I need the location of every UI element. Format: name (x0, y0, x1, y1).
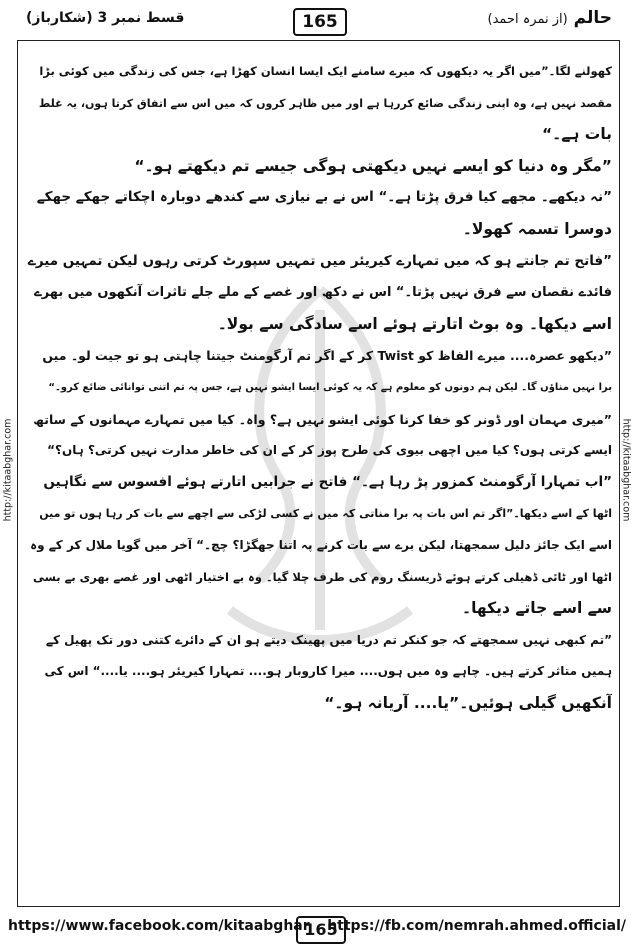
body-line-16: اسے ایک جائز دلیل سمجھتا، لیکن برے سے بات کرنے پہ اتنا جھگڑا؟ چچ۔“ آخر میں گویا ملال کر کے وہ (30, 537, 612, 552)
body-line-6: دوسرا تسمہ کھولا۔ (462, 219, 612, 238)
body-line-12: ”میری مہمان اور ڈونر کو خفا کرنا کوئی ایشو نہیں ہے؟ واہ۔ کیا میں تمہارے مہمانوں کے ساتھ (33, 411, 612, 427)
body-line-14: ”اب تمہارا آرگومنٹ کمزور پڑ رہا ہے۔“ فاتح نے جرابیں اتارتے ہوئے افسوس سے نگاہیں (43, 473, 612, 490)
body-line-1: کھولنے لگا۔”میں اگر یہ دیکھوں کہ میرے سامنے ایک ایسا انسان کھڑا ہے، جس کی زندگی میں کوئی بڑا (39, 64, 612, 78)
body-line-19: ”تم کبھی نہیں سمجھتے کہ جو کنکر تم دریا میں پھینک دیتے ہو ان کے دائرے کتنی دور تک پھیل کے (45, 632, 612, 647)
footer-page-number: 165 (296, 916, 346, 944)
novel-title (488, 8, 613, 28)
body-line-9: اسے دیکھا۔ وہ بوٹ اتارتے ہوئے اسے سادگی سے بولا۔ (217, 314, 612, 333)
body-line-18: سے اسے جاتے دیکھا۔ (462, 599, 612, 618)
facebook-link-kitaabghar[interactable]: https://www.facebook.com/kitaabghar (8, 918, 310, 934)
body-line-4: ”مگر وہ دنیا کو ایسے نہیں دیکھتی ہوگی جیسے تم دیکھتے ہو۔“ (134, 156, 612, 175)
page-footer (0, 912, 634, 949)
body-line-13: ایسے کرتی ہوں؟ کیا میں اچھی بیوی کی طرح پوز کر کے ان کی خاطر مدارت نہیں کرتی؟ ہاں؟“ (47, 443, 612, 458)
novel-title-text: حالم (573, 8, 612, 28)
body-line-15: اٹھا کے اسے دیکھا۔”اگر تم اس بات پہ برا مناتی کہ میں نے کسی لڑکی سے اچھے سے بات کر رہا ہوں تو میں (39, 507, 612, 521)
body-line-21: آنکھیں گیلی ہوئیں۔”یا.... آریانہ ہو۔“ (324, 693, 612, 712)
facebook-link-nemrah[interactable]: https://fb.com/nemrah.ahmed.official/ (327, 918, 626, 934)
header-page-number: 165 (293, 8, 347, 36)
body-line-17: اٹھا اور ٹائی ڈھیلی کرتے ہوئے ڈریسنگ روم کی طرف چلا گیا۔ وہ بے اختیار اٹھی اور غصے بھری بے بسی (32, 569, 612, 584)
body-line-2: مقصد نہیں ہے، وہ اپنی زندگی ضائع کررہا ہے اور میں ظاہر کروں کہ میں اس سے اتفاق کرتا ہوں، یہ غلط (38, 96, 612, 110)
episode-title: قسط نمبر 3 (شکارباز) (26, 10, 185, 26)
body-line-10: ”دیکھو عصرہ.... میرے الفاظ کو Twist کر کے اگر تم آرگومنٹ جیتنا چاہتی ہو تو جیت لو۔ میں (42, 348, 612, 364)
body-line-7: ”فاتح تم جانتے ہو کہ میں تمہارے کیریئر میں تمہیں سپورٹ کرتی رہوں لیکن تمہیں میرے (27, 252, 612, 269)
body-line-11: برا نہیں مناؤں گا۔ لیکن ہم دونوں کو معلوم ہے کہ یہ کوئی ایسا ایشو نہیں ہے، جس پہ تم اتنی توانائی ضائع کرو۔“ (48, 381, 612, 393)
body-line-20: ہمیں متاثر کرتے ہیں۔ چاہے وہ میں ہوں.... میرا کاروبار ہو.... تمہارا کیریئر ہو.... یا....“ اس کی (44, 664, 612, 679)
body-line-5: ”نہ دیکھے۔ مجھے کیا فرق پڑتا ہے۔“ اس نے بے نیازی سے کندھے دوبارہ اچکاتے جھکے جھکے (36, 189, 612, 206)
author-name: (از نمرہ احمد) (487, 12, 568, 27)
body-line-3: بات ہے۔“ (541, 125, 612, 144)
left-margin-url[interactable]: http://kitaabghar.com (2, 418, 14, 522)
body-line-8: فائدے نقصان سے فرق نہیں پڑتا۔“ اس نے دکھ اور غصے کے ملے جلے تاثرات آنکھوں میں بھرے (34, 285, 612, 301)
right-margin-url[interactable]: http://kitaabghar.com (620, 418, 632, 522)
story-body (26, 56, 612, 719)
